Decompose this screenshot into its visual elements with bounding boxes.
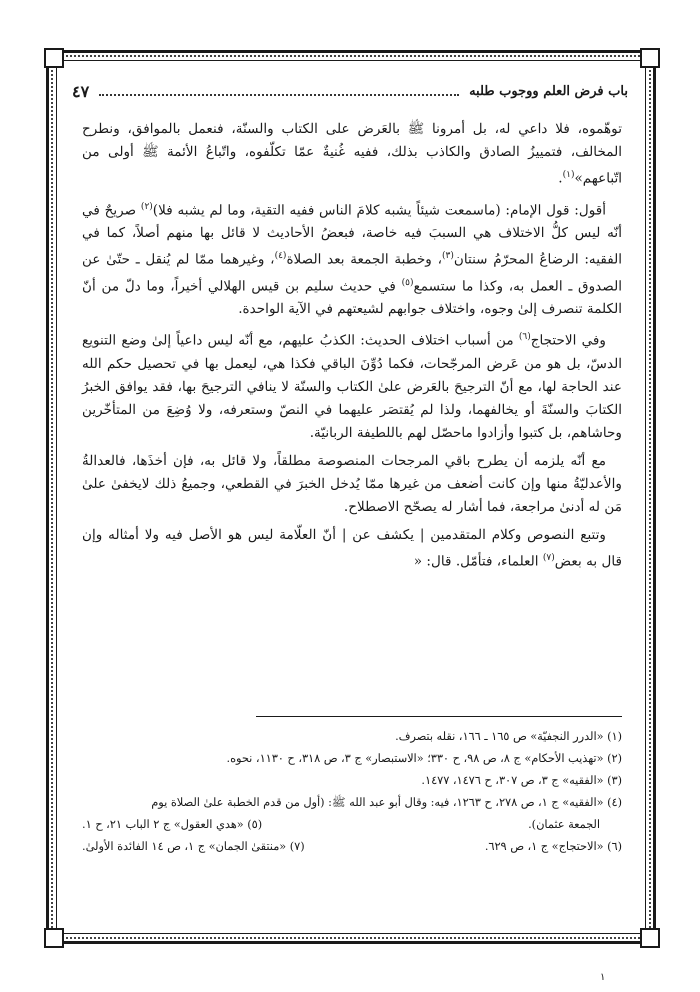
- footnote: الجمعة عثمان).: [528, 818, 600, 831]
- footnote-separator: [256, 716, 622, 717]
- corner-ornament: [640, 928, 660, 948]
- main-text: [82, 118, 622, 578]
- footnote: (٧) «منتقىٰ الجمان» ج ١، ص ١٤ الفائدة الأولىٰ.: [82, 840, 305, 853]
- corner-ornament: [44, 48, 64, 68]
- footnote-row: [82, 814, 622, 836]
- footnote-ref: (٧): [542, 552, 555, 563]
- paragraph: وفي الاحتجاج$^{(٦)}$ من أسباب اختلاف الحديث: الكذبُ عليهم، مع أنّه ليس داعياً إلىٰ وضع التنويع الدسّ، بل هو من عَرض المرجّحات، فكما دُوِّنَ الباقي فكذا هي، ليعمل بها في تحصيل حكم الله عند الحاجة لها، مع أنّ الترجيحَ بالعَرض علىٰ الكتاب والسنّة لا ينافي الترجيحَ بها، فقد يوافق الخبرُ الكتابَ والسنّةَ أو يخالفهما، ولذا لم يُقتصَر عليهما في النصّ وستعرفه، ولا وُضِعَ من المتأخّرين وحاشاهم، بل كتبوا وأزادوا ماحصّل لهم باللطيفة الربانيّة.: [82, 332, 622, 441]
- running-header: [72, 80, 628, 102]
- leader-dots: [99, 86, 459, 96]
- footnote: (٤) «الفقيه» ج ١، ص ٢٧٨، ح ١٢٦٣، فيه: وقال أبو عبد الله ﷺ: (أول من قدم الخطبة علىٰ الصلاة يوم: [151, 796, 622, 809]
- footnote-ref: (٤): [274, 251, 287, 262]
- footnote: (٦) «الاحتجاج» ج ١، ص ٦٢٩.: [484, 840, 622, 853]
- paragraph: توهّموه، فلا داعي له، بل أمرونا ﷺ بالعَرض على الكتاب والسنّة، فنعمل بالموافق، ونطرح المخالف، فتمييزُ الصادق والكاذب بذلك، ففيه غُنيةٌ عمّا تكلّفوه، واتّباعُ الأئمة ﷺ أولى من اتّباعهم»$^{(١)}$.: [82, 121, 622, 187]
- footnote: (٢) «تهذيب الأحكام» ج ٨، ص ٩٨، ح ٣٣٠؛ «الاستبصار» ج ٣، ص ٣١٨، ح ١١٣٠، نحوه.: [226, 752, 622, 765]
- paragraph: مع أنّه يلزمه أن يطرح باقي المرجحات المنصوصة مطلقاً، ولا قائل به، فإن أخذَها، فالعدالةُ والأعدليّةُ منها وإن كانت أضعف من غيرها ممّا يُدخل الخبرَ في القطعي، وجميعُ ذلك لايخفىٰ علىٰ مَن له أدنىٰ مراجعة، فما أشار له يصحّح الاصطلاح.: [82, 452, 622, 515]
- footnotes: [82, 726, 622, 858]
- corner-ornament: [640, 48, 660, 68]
- footnote: (٥) «هدي العقول» ج ٢ الباب ٢١، ح ١.: [82, 818, 263, 831]
- footnote-ref: (٢): [140, 201, 153, 212]
- footnote-ref: (٣): [441, 251, 454, 262]
- footnote: (١) «الدرر النجفيّة» ص ١٦٥ ـ ١٦٦، نقله بتصرف.: [395, 730, 622, 743]
- paragraph: أقول: قول الإمام: (ماسمعت شيئاً يشبه كلامَ الناس ففيه التقية، وما لم يشبه فلا)$^{(٢)}$ صريحٌ في أنّه ليس كلُّ الاختلاف هي السببَ فيه خاصة، فبعضُ الأحاديث لا قائل بها منهم أصلاً، كما في الفقيه: الرضاعُ المحرّمُ سنتان$^{(٣)}$، وخطبة الجمعة بعد الصلاة$^{(٤)}$، وغيرهما ممّا لم يُنقل ـ حتّىٰ عن الصدوق ـ العمل به، وكذا ما ستسمع$^{(٥)}$ في حديث سليم بن قيس الهلالي أخيراً، وما دلّ من أنّ الكلمة تنصرف إلىٰ وجوه، واختلاف جوابهم لشيعتهم في الآية الواحدة.: [82, 201, 622, 318]
- footnote-ref: (٦): [518, 332, 531, 343]
- footnote-row: [82, 836, 622, 858]
- page-number: ٤٧: [72, 81, 90, 101]
- paragraph: وتتبع النصوص وكلام المتقدمين | يكشف عن | أنّ العلّامة ليس هو الأصل فيه ولا أمثاله وإن قال به بعض$^{(٧)}$ العلماء، فتأمّل. قال: «: [82, 526, 622, 570]
- bottom-mark: ١: [600, 972, 606, 983]
- corner-ornament: [44, 928, 64, 948]
- footnote: (٣) «الفقيه» ج ٣، ص ٣٠٧، ح ١٤٧٦، ١٤٧٧.: [421, 774, 622, 787]
- chapter-title: باب فرض العلم ووجوب طلبه: [469, 83, 628, 99]
- footnote-ref: (٥): [401, 277, 414, 288]
- footnote-ref: (١): [562, 170, 575, 180]
